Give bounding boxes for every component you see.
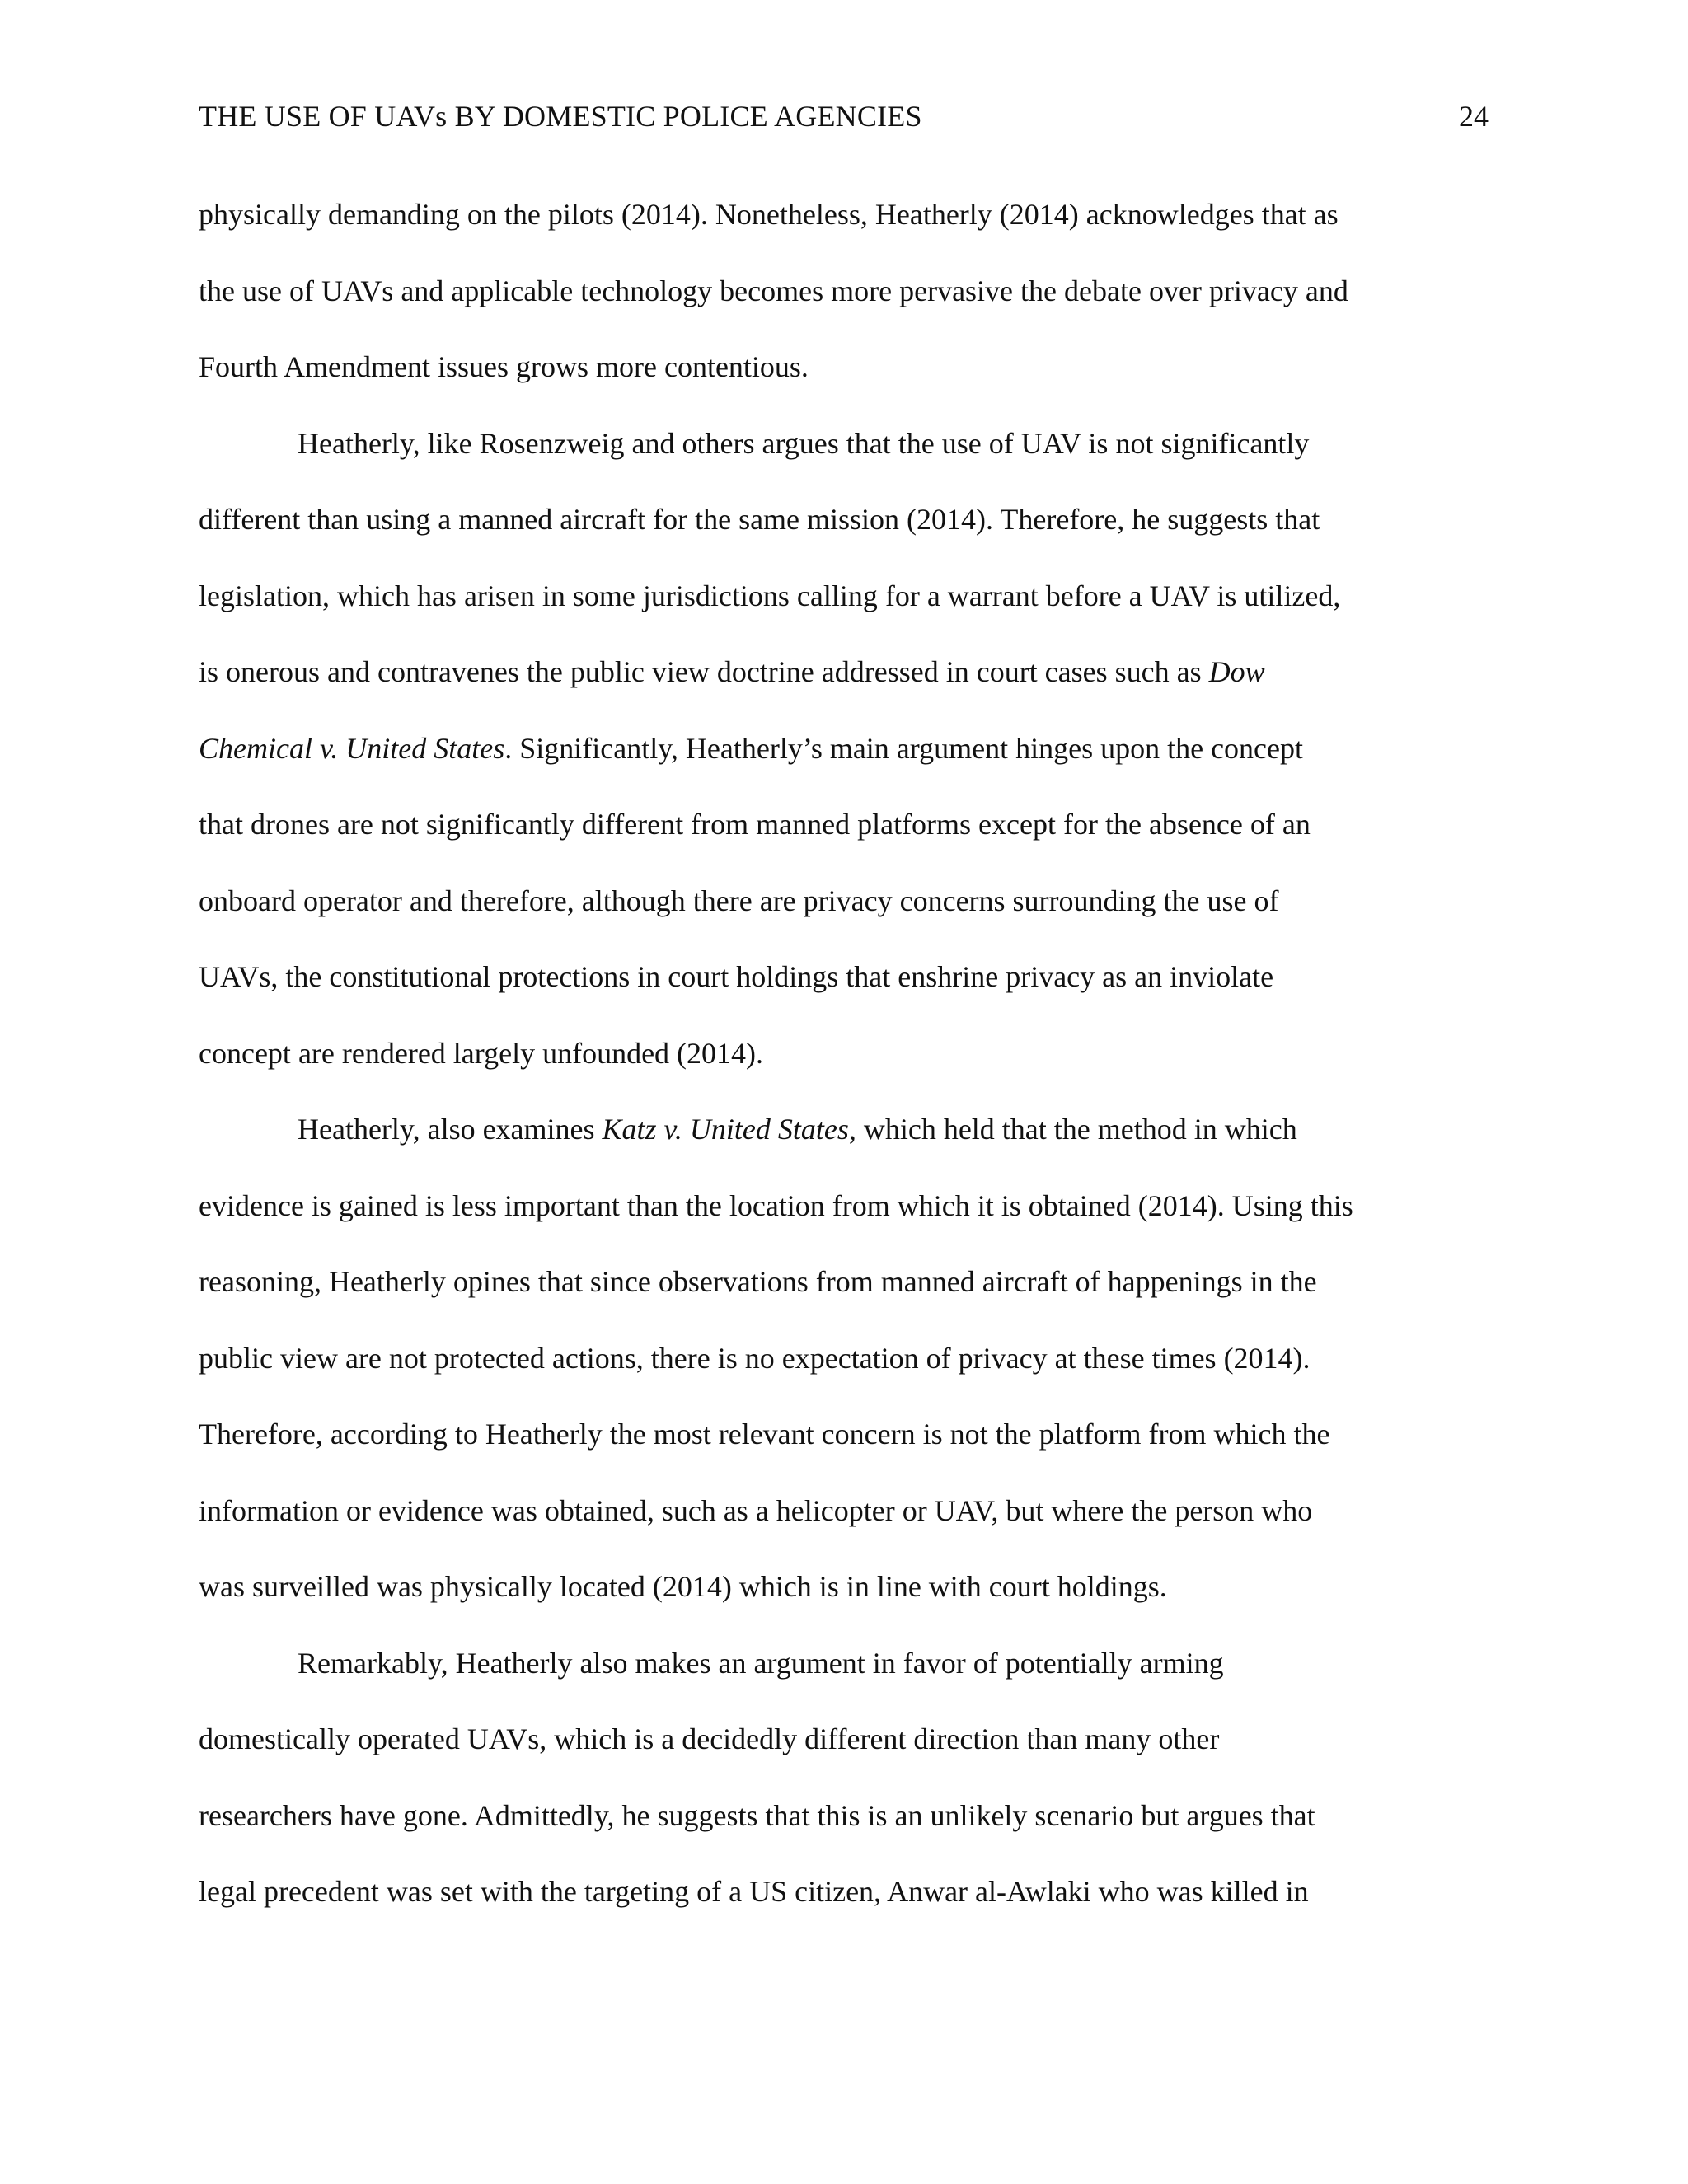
case-name-italic: Katz v. United States: [602, 1113, 849, 1146]
text-run: , which held that the method in which: [848, 1113, 1297, 1146]
text-line: domestically operated UAVs, which is a decidedly different direction than many other: [199, 1722, 1220, 1755]
text-run: is onerous and contravenes the public view doctrine addressed in court cases such as: [199, 655, 1209, 688]
text-line: different than using a manned aircraft for the same mission (2014). Therefore, he suggests that: [199, 503, 1320, 536]
text-line: the use of UAVs and applicable technology becomes more pervasive the debate over privacy and: [199, 274, 1348, 307]
text-line: Remarkably, Heatherly also makes an argument in favor of potentially arming: [298, 1646, 1224, 1680]
text-line: Therefore, according to Heatherly the most relevant concern is not the platform from which the: [199, 1418, 1330, 1451]
text-line: researchers have gone. Admittedly, he suggests that this is an unlikely scenario but argues that: [199, 1798, 1315, 1832]
text-line: reasoning, Heatherly opines that since observations from manned aircraft of happenings in the: [199, 1265, 1317, 1298]
text-line: evidence is gained is less important than the location from which it is obtained (2014). Using this: [199, 1188, 1353, 1222]
case-name-italic: Chemical v. United States: [199, 731, 505, 765]
text-line: UAVs, the constitutional protections in court holdings that enshrine privacy as an inviolate: [199, 960, 1274, 993]
page-number: 24: [1459, 100, 1489, 133]
text-run: Heatherly, also examines: [298, 1113, 603, 1146]
text-line: onboard operator and therefore, although there are privacy concerns surrounding the use of: [199, 883, 1279, 917]
text-line: legislation, which has arisen in some jurisdictions calling for a warrant before a UAV is utilized,: [199, 579, 1341, 612]
running-head: THE USE OF UAVs BY DOMESTIC POLICE AGENCIES: [199, 100, 922, 133]
text-line: concept are rendered largely unfounded (2014).: [199, 1036, 764, 1070]
text-line: legal precedent was set with the targeting of a US citizen, Anwar al-Awlaki who was killed in: [199, 1875, 1309, 1908]
text-line: physically demanding on the pilots (2014). Nonetheless, Heatherly (2014) acknowledges that as: [199, 198, 1339, 231]
case-name-italic: Dow: [1208, 655, 1265, 688]
text-run: . Significantly, Heatherly’s main argument hinges upon the concept: [504, 731, 1304, 765]
text-line: [199, 1109, 1493, 1186]
text-line: Fourth Amendment issues grows more contentious.: [199, 350, 809, 383]
text-line: Heatherly, like Rosenzweig and others argues that the use of UAV is not significantly: [298, 426, 1310, 460]
body-text: [199, 194, 1493, 1948]
text-line: that drones are not significantly different from manned platforms except for the absence of an: [199, 808, 1311, 841]
text-line: [199, 652, 1493, 729]
text-line: public view are not protected actions, there is no expectation of privacy at these times (2014).: [199, 1341, 1311, 1375]
text-line: information or evidence was obtained, such as a helicopter or UAV, but where the person who: [199, 1493, 1313, 1527]
text-line: was surveilled was physically located (2014) which is in line with court holdings.: [199, 1570, 1167, 1603]
text-line: [199, 729, 1493, 805]
